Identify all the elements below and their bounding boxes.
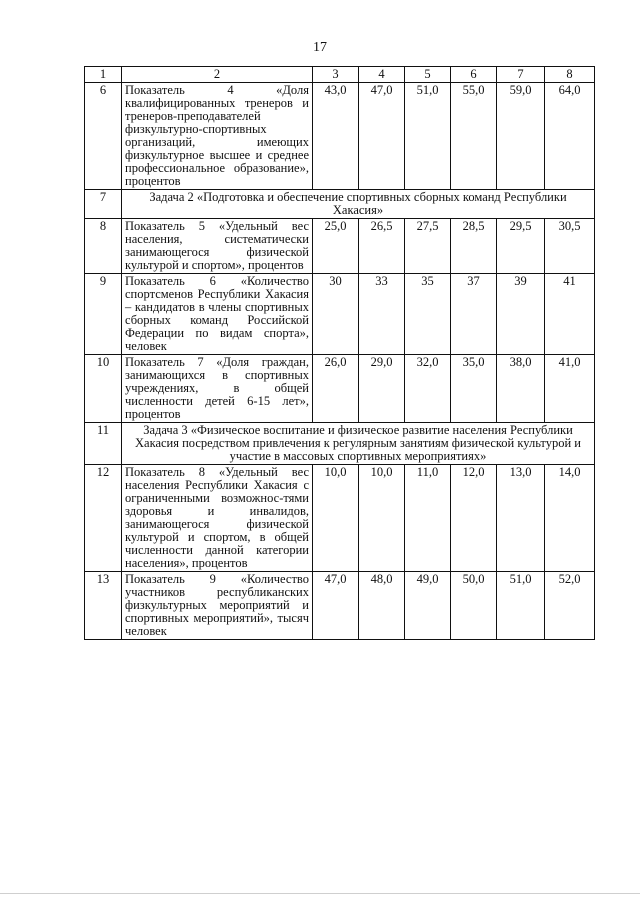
indicator-row bbox=[85, 355, 595, 423]
indicator-value: 48,0 bbox=[359, 572, 405, 640]
indicator-value: 59,0 bbox=[497, 83, 545, 190]
indicator-description: Показатель 9 «Количество участников республиканских физкультурных мероприятий и спортивных мероприятий», тысяч человек bbox=[122, 572, 313, 640]
indicator-value: 32,0 bbox=[405, 355, 451, 423]
row-number: 7 bbox=[85, 190, 122, 219]
task-row bbox=[85, 190, 595, 219]
indicator-value: 43,0 bbox=[313, 83, 359, 190]
indicator-value: 41,0 bbox=[545, 355, 595, 423]
indicator-row bbox=[85, 83, 595, 190]
indicator-value: 41 bbox=[545, 274, 595, 355]
indicator-value: 47,0 bbox=[313, 572, 359, 640]
task-row bbox=[85, 423, 595, 465]
indicator-value: 38,0 bbox=[497, 355, 545, 423]
column-header: 1 bbox=[85, 67, 122, 83]
indicator-row bbox=[85, 219, 595, 274]
indicator-value: 30 bbox=[313, 274, 359, 355]
indicator-value: 52,0 bbox=[545, 572, 595, 640]
indicator-value: 11,0 bbox=[405, 465, 451, 572]
indicator-value: 37 bbox=[451, 274, 497, 355]
column-header: 5 bbox=[405, 67, 451, 83]
row-number: 13 bbox=[85, 572, 122, 640]
page-number: 17 bbox=[313, 40, 327, 55]
indicator-value: 33 bbox=[359, 274, 405, 355]
indicator-description: Показатель 6 «Количество спортсменов Республики Хакасия – кандидатов в члены спортивных сборных команд Российской Федерации по видам спорта», человек bbox=[122, 274, 313, 355]
row-number: 9 bbox=[85, 274, 122, 355]
indicator-value: 10,0 bbox=[313, 465, 359, 572]
column-header: 3 bbox=[313, 67, 359, 83]
indicator-description: Показатель 5 «Удельный вес населения, систематически занимающегося физической культурой и спортом», процентов bbox=[122, 219, 313, 274]
column-header: 2 bbox=[122, 67, 313, 83]
indicator-value: 27,5 bbox=[405, 219, 451, 274]
column-header: 4 bbox=[359, 67, 405, 83]
indicators-table bbox=[84, 66, 595, 640]
row-number: 6 bbox=[85, 83, 122, 190]
indicator-value: 35 bbox=[405, 274, 451, 355]
indicator-value: 51,0 bbox=[405, 83, 451, 190]
indicator-value: 35,0 bbox=[451, 355, 497, 423]
indicator-value: 26,5 bbox=[359, 219, 405, 274]
indicator-value: 64,0 bbox=[545, 83, 595, 190]
indicator-value: 29,5 bbox=[497, 219, 545, 274]
indicator-value: 55,0 bbox=[451, 83, 497, 190]
indicator-row bbox=[85, 465, 595, 572]
indicator-value: 14,0 bbox=[545, 465, 595, 572]
indicator-value: 28,5 bbox=[451, 219, 497, 274]
indicator-value: 51,0 bbox=[497, 572, 545, 640]
indicator-value: 26,0 bbox=[313, 355, 359, 423]
indicator-description: Показатель 7 «Доля граждан, занимающихся в спортивных учреждениях, в общей численности детей 6-15 лет», процентов bbox=[122, 355, 313, 423]
row-number: 10 bbox=[85, 355, 122, 423]
task-title: Задача 3 «Физическое воспитание и физическое развитие населения Республики Хакасия посредством привлечения к регулярным занятиям физической культурой и участие в массовых спортивных мероприятиях» bbox=[122, 423, 595, 465]
indicator-value: 10,0 bbox=[359, 465, 405, 572]
indicator-value: 50,0 bbox=[451, 572, 497, 640]
row-number: 12 bbox=[85, 465, 122, 572]
indicator-value: 39 bbox=[497, 274, 545, 355]
indicator-row bbox=[85, 274, 595, 355]
task-title: Задача 2 «Подготовка и обеспечение спортивных сборных команд Республики Хакасия» bbox=[122, 190, 595, 219]
column-header: 8 bbox=[545, 67, 595, 83]
indicator-value: 13,0 bbox=[497, 465, 545, 572]
indicator-value: 30,5 bbox=[545, 219, 595, 274]
indicator-value: 49,0 bbox=[405, 572, 451, 640]
column-header: 6 bbox=[451, 67, 497, 83]
page-edge-line bbox=[0, 893, 640, 894]
indicator-description: Показатель 4 «Доля квалифицированных тренеров и тренеров-преподавателей физкультурно-спортивных организаций, имеющих физкультурное высшее и среднее профессиональное образование», процентов bbox=[122, 83, 313, 190]
table-header-row bbox=[85, 67, 595, 83]
indicator-description: Показатель 8 «Удельный вес населения Республики Хакасия с ограниченными возможнос-тями здоровья и инвалидов, занимающегося физической культурой и спортом, в общей численности данной категории населения», процентов bbox=[122, 465, 313, 572]
indicator-row bbox=[85, 572, 595, 640]
indicator-value: 25,0 bbox=[313, 219, 359, 274]
indicator-value: 29,0 bbox=[359, 355, 405, 423]
indicator-value: 47,0 bbox=[359, 83, 405, 190]
row-number: 8 bbox=[85, 219, 122, 274]
row-number: 11 bbox=[85, 423, 122, 465]
indicator-value: 12,0 bbox=[451, 465, 497, 572]
column-header: 7 bbox=[497, 67, 545, 83]
